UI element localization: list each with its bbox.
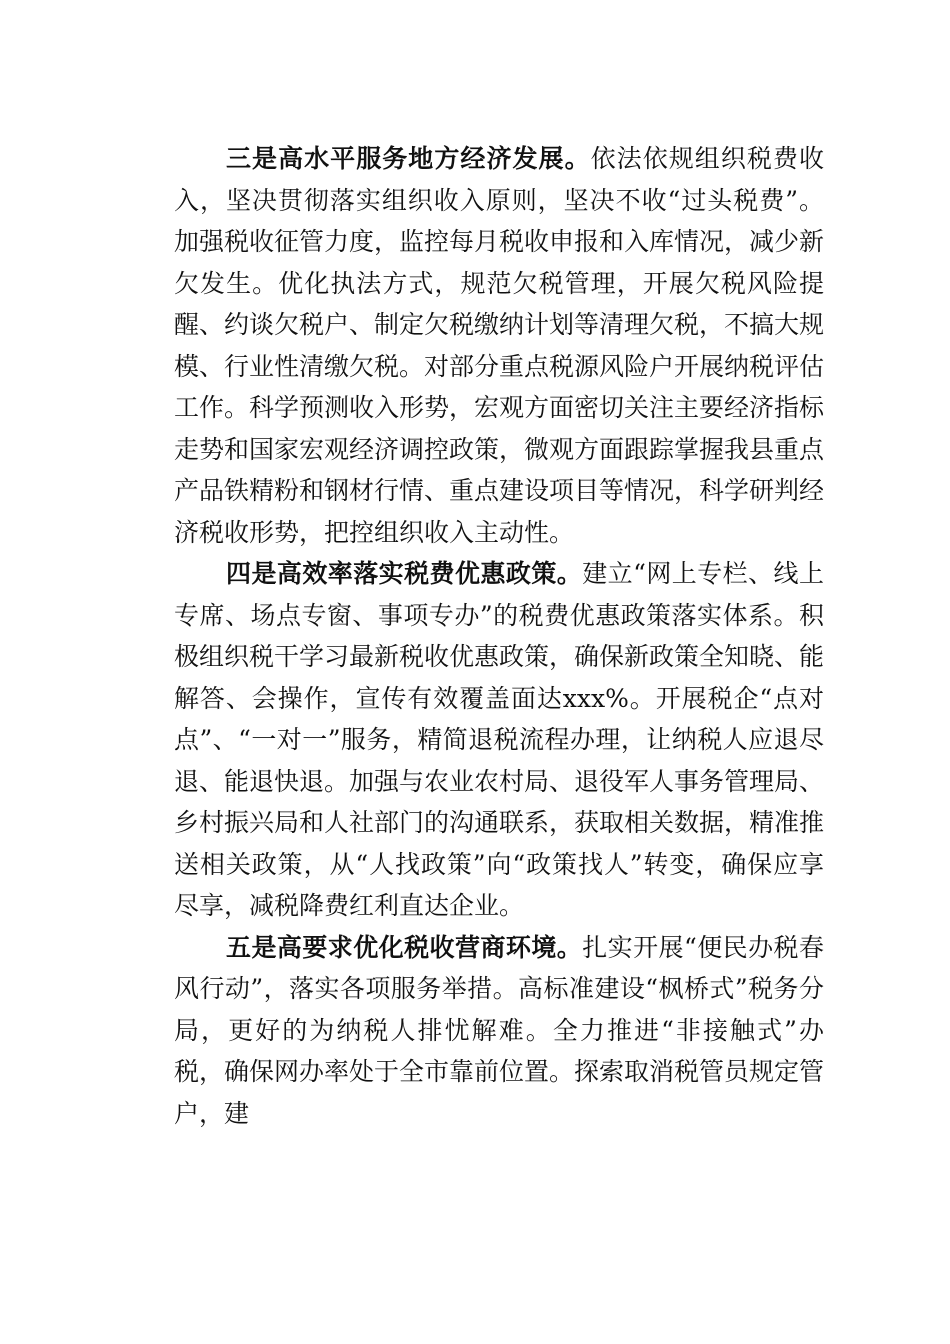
- paragraph-text: 扎实开展“便民办税春风行动”，落实各项服务举措。高标准建设“枫桥式”税务分局，更好的为纳税人排忧解难。全力推进“非接触式”办税，确保网办率处于全市靠前位置。探索取消税管员规定管户，建: [174, 932, 825, 1128]
- paragraph-tax-incentives: [174, 553, 824, 927]
- paragraph-heading: 三是高水平服务地方经济发展。: [226, 144, 591, 173]
- paragraph-heading: 五是高要求优化税收营商环境。: [226, 932, 583, 962]
- paragraph-economic-development: [174, 138, 824, 553]
- document-body: [174, 138, 824, 1134]
- paragraph-heading: 四是高效率落实税费优惠政策。: [226, 559, 583, 588]
- paragraph-text: 建立“网上专栏、线上专席、场点专窗、事项专办”的税费优惠政策落实体系。积极组织税干学习最新税收优惠政策，确保新政策全知晓、能解答、会操作，宣传有效覆盖面达xxx%。开展税企“点对点”、“一对一”服务，精简退税流程办理，让纳税人应退尽退、能退快退。加强与农业农村局、退役军人事务管理局、乡村振兴局和人社部门的沟通联系，获取相关数据，精准推送相关政策，从“人找政策”向“政策找人”转变，确保应享尽享，减税降费红利直达企业。: [174, 559, 825, 920]
- paragraph-business-environment: [174, 927, 824, 1135]
- paragraph-text: 依法依规组织税费收入，坚决贯彻落实组织收入原则，坚决不收“过头税费”。加强税收征管力度，监控每月税收申报和入库情况，减少新欠发生。优化执法方式，规范欠税管理，开展欠税风险提醒、约谈欠税户、制定欠税缴纳计划等清理欠税，不搞大规模、行业性清缴欠税。对部分重点税源风险户开展纳税评估工作。科学预测收入形势，宏观方面密切关注主要经济指标走势和国家宏观经济调控政策，微观方面跟踪掌握我县重点产品铁精粉和钢材行情、重点建设项目等情况，科学研判经济税收形势，把控组织收入主动性。: [174, 144, 825, 547]
